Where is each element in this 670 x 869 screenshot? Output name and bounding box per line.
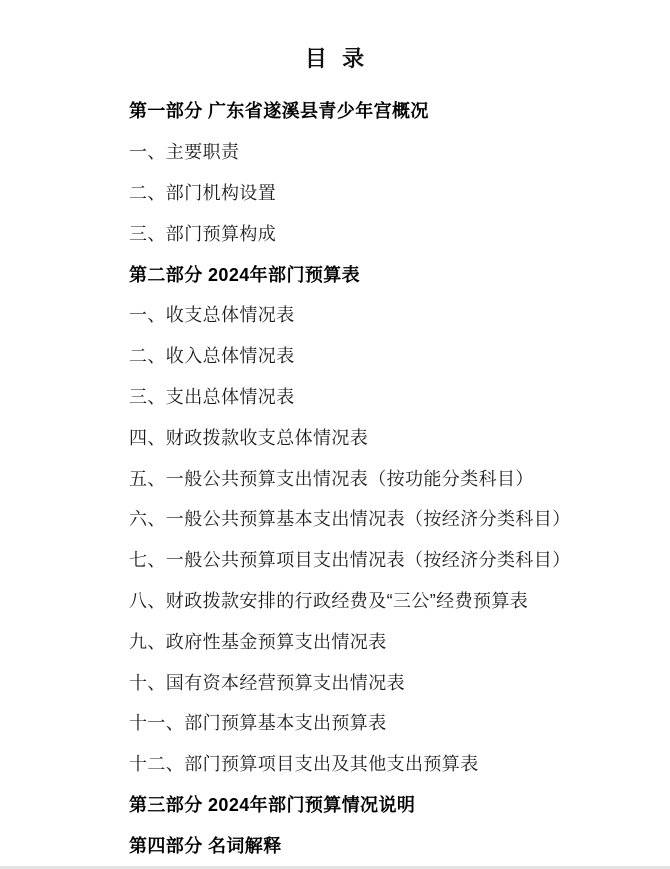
toc-entry-label: 一、收支总体情况表 xyxy=(129,305,295,326)
toc-entry xyxy=(0,376,670,417)
toc-entry xyxy=(0,335,670,376)
toc-section-heading xyxy=(0,90,670,131)
toc-entry xyxy=(0,743,670,784)
toc-entry xyxy=(0,457,670,498)
toc-entry xyxy=(0,539,670,580)
toc-entry xyxy=(0,702,670,743)
toc-entry xyxy=(0,498,670,539)
toc-entry-label: 二、收入总体情况表 xyxy=(129,346,295,367)
toc-entry-label: 三、部门预算构成 xyxy=(129,223,277,244)
toc-section-heading xyxy=(0,253,670,294)
toc-entry xyxy=(0,212,670,253)
toc-entry-label: 第四部分 名词解释 xyxy=(129,835,282,856)
toc-entry-label: 十一、部门预算基本支出预算表 xyxy=(129,713,387,734)
toc-entry-label: 四、财政拨款收支总体情况表 xyxy=(129,427,369,448)
toc-entry xyxy=(0,172,670,213)
toc-entry xyxy=(0,294,670,335)
toc-entry-label: 第二部分 2024年部门预算表 xyxy=(129,264,361,285)
toc-entry xyxy=(0,661,670,702)
toc-entry-label: 九、政府性基金预算支出情况表 xyxy=(129,631,387,652)
toc-entry-label: 第一部分 广东省遂溪县青少年宫概况 xyxy=(129,101,429,122)
toc-section-heading xyxy=(0,784,670,825)
toc-list xyxy=(0,90,670,865)
page-title: 目 录 xyxy=(304,46,366,71)
toc-entry-label: 六、一般公共预算基本支出情况表（按经济分类科目） xyxy=(129,509,571,530)
toc-entry-label: 二、部门机构设置 xyxy=(129,182,277,203)
toc-entry xyxy=(0,131,670,172)
toc-entry-label: 一、主要职责 xyxy=(129,142,240,163)
toc-entry-label: 三、支出总体情况表 xyxy=(129,386,295,407)
toc-entry xyxy=(0,416,670,457)
toc-entry-label: 八、财政拨款安排的行政经费及“三公”经费预算表 xyxy=(129,590,529,611)
toc-entry-label: 七、一般公共预算项目支出情况表（按经济分类科目） xyxy=(129,550,571,571)
toc-section-heading xyxy=(0,824,670,865)
toc-entry xyxy=(0,580,670,621)
toc-entry-label: 十二、部门预算项目支出及其他支出预算表 xyxy=(129,754,479,775)
toc-entry-label: 第三部分 2024年部门预算情况说明 xyxy=(129,794,416,815)
toc-entry-label: 五、一般公共预算支出情况表（按功能分类科目） xyxy=(129,468,534,489)
toc-entry-label: 十、国有资本经营预算支出情况表 xyxy=(129,672,405,693)
toc-entry xyxy=(0,620,670,661)
